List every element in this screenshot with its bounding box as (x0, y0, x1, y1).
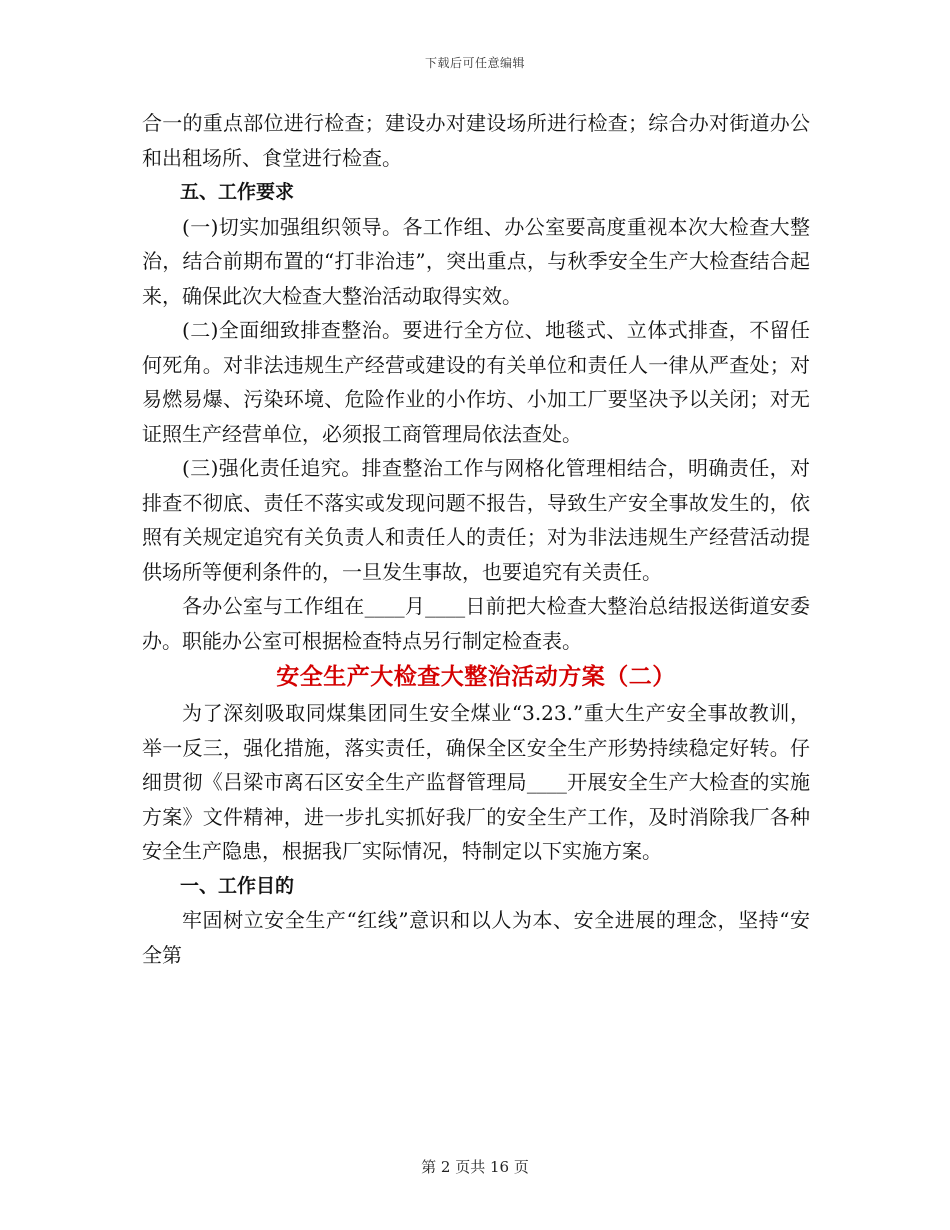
page-footer: 第 2 页共 16 页 (421, 1158, 529, 1176)
paragraph: 各办公室与工作组在____月____日前把大检查大整治总结报送街道安委办。职能办公室可根据检查特点另行制定检查表。 (142, 594, 810, 653)
document-body (142, 106, 810, 972)
section-heading: 五、工作要求 (180, 181, 295, 203)
paragraph: (三)强化责任追究。排查整治工作与网格化管理相结合，明确责任，对排查不彻底、责任不落实或发现问题不报告，导致生产安全事故发生的，依照有关规定追究有关负责人和责任人的责任；对为非法违规生产经营活动提供场所等便利条件的，一旦发生事故，也要追究有关责任。 (142, 456, 810, 584)
paragraph: 为了深刻吸取同煤集团同生安全煤业“3.23.”重大生产安全事故教训，举一反三，强化措施，落实责任，确保全区安全生产形势持续稳定好转。仔细贯彻《吕梁市离石区安全生产监督管理局____开展安全生产大检查的实施方案》文件精神，进一步扎实抓好我厂的安全生产工作，及时消除我厂各种安全生产隐患，根据我厂实际情况，特制定以下实施方案。 (142, 701, 810, 863)
paragraph: (二)全面细致排查整治。要进行全方位、地毯式、立体式排查，不留任何死角。对非法违规生产经营或建设的有关单位和责任人一律从严查处；对易燃易爆、污染环境、危险作业的小作坊、小加工厂要坚决予以关闭；对无证照生产经营单位，必须报工商管理局依法查处。 (142, 318, 810, 446)
paragraph: (一)切实加强组织领导。各工作组、办公室要高度重视本次大检查大整治，结合前期布置的“打非治违”，突出重点，与秋季安全生产大检查结合起来，确保此次大检查大整治活动取得实效。 (142, 214, 810, 308)
document-title: 安全生产大检查大整治活动方案（二） (276, 664, 676, 690)
paragraph: 牢固树立安全生产“红线”意识和以人为本、安全进展的理念，坚持“安全第 (142, 908, 810, 967)
paragraph: 合一的重点部位进行检查；建设办对建设场所进行检查；综合办对街道办公和出租场所、食堂进行检查。 (142, 111, 810, 170)
section-heading: 一、工作目的 (180, 874, 295, 897)
page-header: 下载后可任意编辑 (424, 56, 525, 70)
